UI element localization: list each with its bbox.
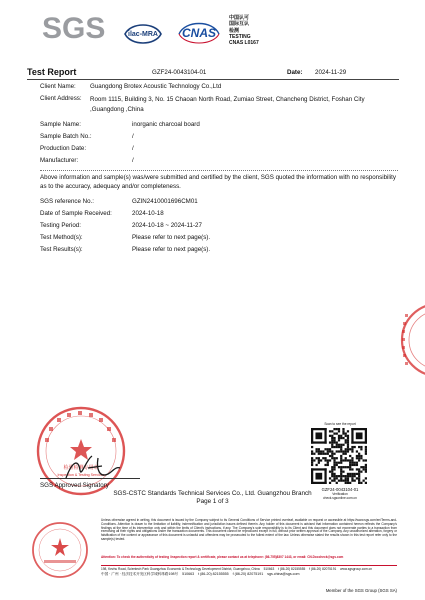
test-results-label: Test Results(s): xyxy=(40,246,83,253)
cnas-cn-line-3: 检测 xyxy=(229,27,240,34)
cnas-accreditation-text xyxy=(229,15,259,46)
date-label: Date: xyxy=(287,69,303,76)
cnas-logo xyxy=(173,16,225,50)
cnas-cn-line-1: 中国认可 xyxy=(229,15,250,21)
signature-line xyxy=(40,478,140,479)
qr-verification: Verification xyxy=(332,492,348,496)
ilac-mra-logo xyxy=(121,22,165,46)
cnas-testing: TESTING xyxy=(229,33,251,40)
production-date: / xyxy=(132,145,134,152)
qr-top-text: Scan to see the report xyxy=(324,422,356,426)
cnas-label: CNAS xyxy=(181,26,217,40)
address-en: 198, Kezhu Road, Scientech Park Guangzhou Economic & Technology Development District, Guangzhou, China xyxy=(101,567,260,571)
email-link[interactable]: sgs.china@sgs.com xyxy=(267,572,300,576)
signatory-label: SGS Approved Signatory xyxy=(40,482,109,489)
received-date: 2024-10-18 xyxy=(132,210,164,217)
postcode-en: 510663 xyxy=(263,567,275,571)
page-number: Page 1 of 3 xyxy=(196,498,229,505)
client-address-label: Client Address: xyxy=(40,95,82,102)
authenticity-attention: Attention: To check the authenticity of testing /inspection report & certificate, please contact us at telephone: (86-755)8307 1443, or email: CN.Doccheck@sgs.com xyxy=(101,555,344,559)
ilac-label: ilac-MRA xyxy=(128,31,158,38)
test-methods-label: Test Method(s): xyxy=(40,234,83,241)
received-date-label: Date of Sample Received: xyxy=(40,210,112,217)
sample-batch-label: Sample Batch No.: xyxy=(40,133,92,140)
footer-stamp xyxy=(30,520,90,582)
member-text: Member of the SGS Group (SGS SA) xyxy=(325,588,397,593)
client-name: Guangdong Brotex Acoustic Technology Co.,Ltd xyxy=(90,83,222,90)
production-date-label: Production Date: xyxy=(40,145,87,152)
test-results: Please refer to next page(s). xyxy=(132,246,211,253)
edge-seal-stamp xyxy=(398,300,425,380)
address-cn: 中国 · 广州 · 经济技术开发区科学城科珠路198号 xyxy=(101,572,179,576)
testing-period: 2024-10-18 ~ 2024-11-27 xyxy=(132,222,202,229)
qr-report-code: GZF24-0043104-01 xyxy=(321,487,359,492)
sgs-reference-label: SGS reference No.: xyxy=(40,198,94,205)
tel-cn: t (86-20) 82155555 xyxy=(198,572,229,576)
fine-print: Unless otherwise agreed in writing, this document is issued by the Company subject to its General Conditions of Service printed overleaf, available on request or accessible at https://www.sgs.com/en/Terms-and-Conditions. Attention is drawn to the limitation of liability, indemnification and jurisdiction issues defined therein. Any holder of this document is advised that information contained hereon reflects the Company's findings at the time of its intervention only and within the limits of Client's instructions, if any. The Company's sole responsibility is to its Client and this document does not exonerate parties to a transaction from exercising all their rights and obligations under the transaction documents. This document cannot be reproduced except in full, without prior written approval of the Company. Any unauthorized alteration, forgery or falsification of the content or appearance of this document is unlawful and offenders may be prosecuted to the fullest extent of the law. Unless otherwise stated the results shown in this test report refer only to the sample(s) tested. xyxy=(101,518,397,541)
sample-name-label: Sample Name: xyxy=(40,121,81,128)
report-date: 2024-11-29 xyxy=(315,69,347,76)
branch-name: SGS-CSTC Standards Technical Services Co., Ltd. Guangzhou Branch xyxy=(113,490,312,497)
address-en-row xyxy=(101,567,401,571)
report-number: GZF24-0043104-01 xyxy=(152,69,207,76)
qr-code[interactable] xyxy=(311,428,367,484)
footer-red-rule xyxy=(101,565,397,566)
cnas-cn-line-2: 国际互认 xyxy=(229,21,250,28)
client-name-label: Client Name: xyxy=(40,83,76,90)
cnas-number: CNAS L0167 xyxy=(229,40,259,47)
web-link[interactable]: www.sgsgroup.com.cn xyxy=(340,567,373,571)
fax-en: f (86-20) 82075191 xyxy=(309,567,337,571)
stamp-sub: Inspection & Testing Services xyxy=(57,473,105,477)
manufacturer: / xyxy=(132,157,134,164)
sgs-logo xyxy=(40,10,110,44)
client-address: Room 1115, Building 3, No. 15 Chaoan North Road, Zumiao Street, Chancheng District, Foshan City ,Guangdong ,China xyxy=(90,96,365,113)
title-divider xyxy=(27,79,399,80)
stamp-caption: 检验检测专用章 xyxy=(63,465,99,471)
test-methods: Please refer to next page(s). xyxy=(132,234,211,241)
address-cn-row xyxy=(101,572,401,577)
sample-name: inorganic charcoal board xyxy=(132,121,200,128)
fax-cn: f (86-20) 82075191 xyxy=(232,572,264,576)
postcode-cn: 510663 xyxy=(182,572,195,576)
disclaimer: Above information and sample(s) was/were submitted and certified by the client, SGS quoted the information with no responsibility as to the accuracy, adequacy and/or completeness. xyxy=(40,174,396,190)
sgs-logo-text: SGS xyxy=(42,12,106,44)
report-title: Test Report xyxy=(27,67,77,77)
qr-site: check.sgsonline.com.cn xyxy=(323,496,357,500)
sample-batch: / xyxy=(132,133,134,140)
testing-period-label: Testing Period: xyxy=(40,222,81,229)
dotted-divider xyxy=(40,170,398,171)
sgs-reference: GZIN2410001696CM01 xyxy=(132,198,198,205)
manufacturer-label: Manufacturer: xyxy=(40,157,79,164)
tel-en: t (86-20) 82155555 xyxy=(278,567,306,571)
